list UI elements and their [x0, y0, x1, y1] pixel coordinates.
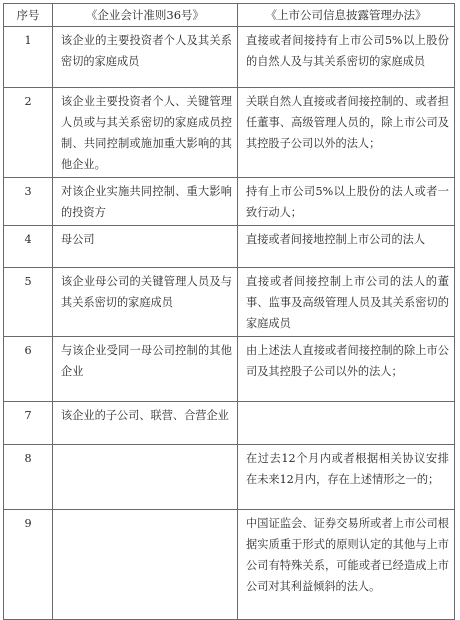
row-number: 9 [4, 510, 53, 620]
accounting-standard-cell: 该企业的子公司、联营、合营企业 [53, 402, 238, 445]
disclosure-rule-cell: 由上述法人直接或者间接控制的除上市公司及其控股子公司以外的法人； [238, 337, 455, 402]
header-num: 序号 [4, 4, 53, 27]
table-row [4, 226, 455, 268]
disclosure-rule-cell: 直接或者间接控制上市公司的法人的董事、监事及高级管理人员及其关系密切的家庭成员 [238, 268, 455, 337]
header-row [4, 4, 455, 27]
accounting-standard-cell: 该企业母公司的关键管理人员及与其关系密切的家庭成员 [53, 268, 238, 337]
disclosure-rule-cell [238, 402, 455, 445]
row-number: 3 [4, 178, 53, 226]
disclosure-rule-cell: 在过去12个月内或者根据相关协议安排在未来12月内，存在上述情形之一的； [238, 445, 455, 510]
table-row [4, 337, 455, 402]
header-disclosure-rules: 《上市公司信息披露管理办法》 [238, 4, 455, 27]
table-row [4, 402, 455, 445]
table-row [4, 510, 455, 620]
table-row [4, 27, 455, 88]
disclosure-rule-cell: 持有上市公司5%以上股份的法人或者一致行动人； [238, 178, 455, 226]
row-number: 6 [4, 337, 53, 402]
accounting-standard-cell: 该企业主要投资者个人、关键管理人员或与其关系密切的家庭成员控制、共同控制或施加重大影响的其他企业。 [53, 88, 238, 178]
accounting-standard-cell: 该企业的主要投资者个人及其关系密切的家庭成员 [53, 27, 238, 88]
disclosure-rule-cell: 直接或者间接持有上市公司5%以上股份的自然人及与其关系密切的家庭成员 [238, 27, 455, 88]
header-accounting-standard: 《企业会计准则36号》 [53, 4, 238, 27]
row-number: 1 [4, 27, 53, 88]
row-number: 4 [4, 226, 53, 268]
row-number: 7 [4, 402, 53, 445]
accounting-standard-cell [53, 445, 238, 510]
accounting-standard-cell: 对该企业实施共同控制、重大影响的投资方 [53, 178, 238, 226]
table-row [4, 445, 455, 510]
table-row [4, 88, 455, 178]
row-number: 2 [4, 88, 53, 178]
disclosure-rule-cell: 关联自然人直接或者间接控制的、或者担任董事、高级管理人员的，除上市公司及其控股子公司以外的法人； [238, 88, 455, 178]
disclosure-rule-cell: 中国证监会、证券交易所或者上市公司根据实质重于形式的原则认定的其他与上市公司有特殊关系，可能或者已经造成上市公司对其利益倾斜的法人。 [238, 510, 455, 620]
disclosure-rule-cell: 直接或者间接地控制上市公司的法人 [238, 226, 455, 268]
table-row [4, 268, 455, 337]
table-row [4, 178, 455, 226]
row-number: 8 [4, 445, 53, 510]
accounting-standard-cell: 与该企业受同一母公司控制的其他企业 [53, 337, 238, 402]
accounting-standard-cell: 母公司 [53, 226, 238, 268]
row-number: 5 [4, 268, 53, 337]
comparison-table [3, 3, 455, 620]
accounting-standard-cell [53, 510, 238, 620]
